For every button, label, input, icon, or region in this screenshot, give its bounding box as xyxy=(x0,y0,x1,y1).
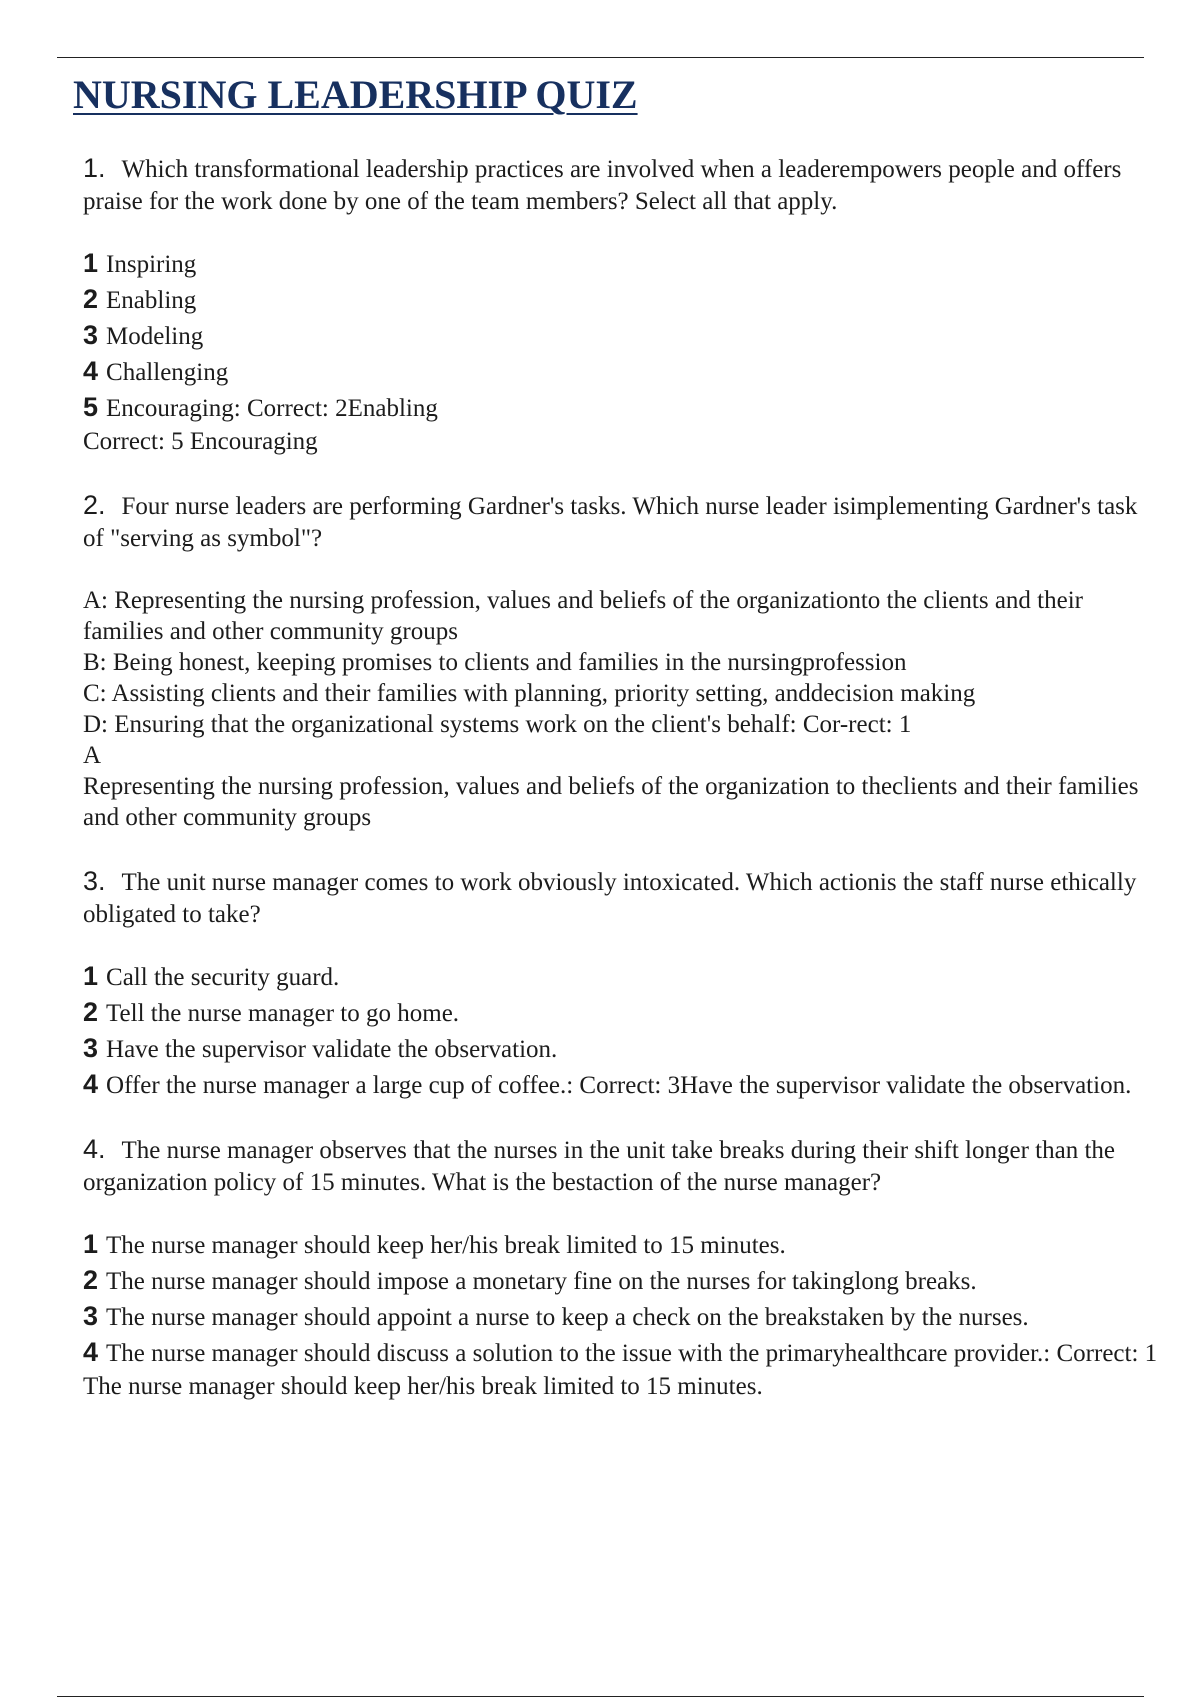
option-item xyxy=(83,318,1158,354)
question-2 xyxy=(83,489,1158,833)
option-number: 3 xyxy=(83,1033,99,1063)
question-number: 1. xyxy=(83,153,106,183)
option-item: A: Representing the nursing profession, values and beliefs of the organizationto the clients and their families and other community groups xyxy=(83,587,1083,645)
option-item: C: Assisting clients and their families with planning, priority setting, anddecision making xyxy=(83,680,976,707)
question-text xyxy=(83,1133,1158,1199)
answer-options xyxy=(83,1227,1158,1402)
top-rule xyxy=(57,57,1144,58)
question-text xyxy=(83,152,1158,218)
option-item xyxy=(83,1263,1158,1299)
option-item: B: Being honest, keeping promises to clients and families in the nursingprofession xyxy=(83,649,907,676)
question-number: 2. xyxy=(83,490,106,520)
option-item xyxy=(83,354,1158,390)
option-number: 2 xyxy=(83,284,99,314)
question-number: 4. xyxy=(83,1134,106,1164)
option-text: Encouraging: Correct: 2Enabling xyxy=(106,395,438,422)
question-stem: The unit nurse manager comes to work obviously intoxicated. Which actionis the staff nurse ethically obligated to take? xyxy=(83,869,1137,928)
answer-options xyxy=(83,246,1158,457)
option-number: 4 xyxy=(83,356,99,386)
question-stem: Four nurse leaders are performing Gardner's tasks. Which nurse leader isimplementing Gardner's task of "serving as symbol"? xyxy=(83,493,1138,552)
correct-answer-line: Representing the nursing profession, values and beliefs of the organization to theclients and their families and other community groups xyxy=(83,773,1139,831)
question-4 xyxy=(83,1133,1158,1402)
option-text: The nurse manager should discuss a solution to the issue with the primaryhealthcare provider.: Correct: 1 xyxy=(106,1340,1158,1367)
option-text: Modeling xyxy=(106,323,204,350)
answer-options xyxy=(83,585,1158,833)
option-item xyxy=(83,1069,1158,1101)
question-number: 3. xyxy=(83,866,106,896)
option-number: 5 xyxy=(83,392,99,422)
question-stem: Which transformational leadership practices are involved when a leaderempowers people and offers praise for the work done by one of the team members? Select all that apply. xyxy=(83,156,1122,215)
option-text: The nurse manager should keep her/his break limited to 15 minutes. xyxy=(106,1232,786,1259)
option-number: 3 xyxy=(83,1301,99,1331)
question-3 xyxy=(83,865,1158,1101)
question-1 xyxy=(83,152,1158,457)
option-number: 1 xyxy=(83,248,99,278)
option-text: Inspiring xyxy=(106,251,197,278)
option-text: Enabling xyxy=(106,287,197,314)
option-number: 2 xyxy=(83,997,99,1027)
option-item xyxy=(83,390,1158,426)
option-number: 2 xyxy=(83,1265,99,1295)
answer-options xyxy=(83,959,1158,1101)
option-text: Call the security guard. xyxy=(106,964,340,991)
option-text: Offer the nurse manager a large cup of coffee.: Correct: 3Have the supervisor validate the observation. xyxy=(106,1072,1132,1099)
option-text: Have the supervisor validate the observation. xyxy=(106,1036,558,1063)
document-title: NURSING LEADERSHIP QUIZ xyxy=(73,72,638,117)
option-item: D: Ensuring that the organizational systems work on the client's behalf: Cor-rect: 1 xyxy=(83,711,912,738)
page-content xyxy=(73,70,1158,1402)
option-number: 1 xyxy=(83,961,99,991)
option-number: 1 xyxy=(83,1229,99,1259)
option-number: 3 xyxy=(83,320,99,350)
option-item xyxy=(83,1031,1158,1067)
question-text xyxy=(83,489,1158,555)
correct-answer-line: Correct: 5 Encouraging xyxy=(83,428,318,455)
option-text: Tell the nurse manager to go home. xyxy=(106,1000,460,1027)
option-item xyxy=(83,1227,1158,1263)
question-stem: The nurse manager observes that the nurses in the unit take breaks during their shift longer than the organization policy of 15 minutes. What is the bestaction of the nurse manager? xyxy=(83,1137,1115,1196)
option-number: 4 xyxy=(83,1069,99,1099)
option-item xyxy=(83,1299,1158,1335)
option-text: The nurse manager should impose a monetary fine on the nurses for takinglong breaks. xyxy=(106,1268,977,1295)
correct-answer-line: A xyxy=(83,742,102,769)
option-item xyxy=(83,959,1158,995)
bottom-rule xyxy=(57,1696,1144,1697)
option-item xyxy=(83,246,1158,282)
option-item xyxy=(83,995,1158,1031)
correct-answer-line: The nurse manager should keep her/his break limited to 15 minutes. xyxy=(83,1373,763,1400)
option-text: The nurse manager should appoint a nurse to keep a check on the breakstaken by the nurses. xyxy=(106,1304,1029,1331)
option-text: Challenging xyxy=(106,359,229,386)
question-text xyxy=(83,865,1158,931)
option-item xyxy=(83,1337,1158,1369)
option-number: 4 xyxy=(83,1337,99,1367)
option-item xyxy=(83,282,1158,318)
